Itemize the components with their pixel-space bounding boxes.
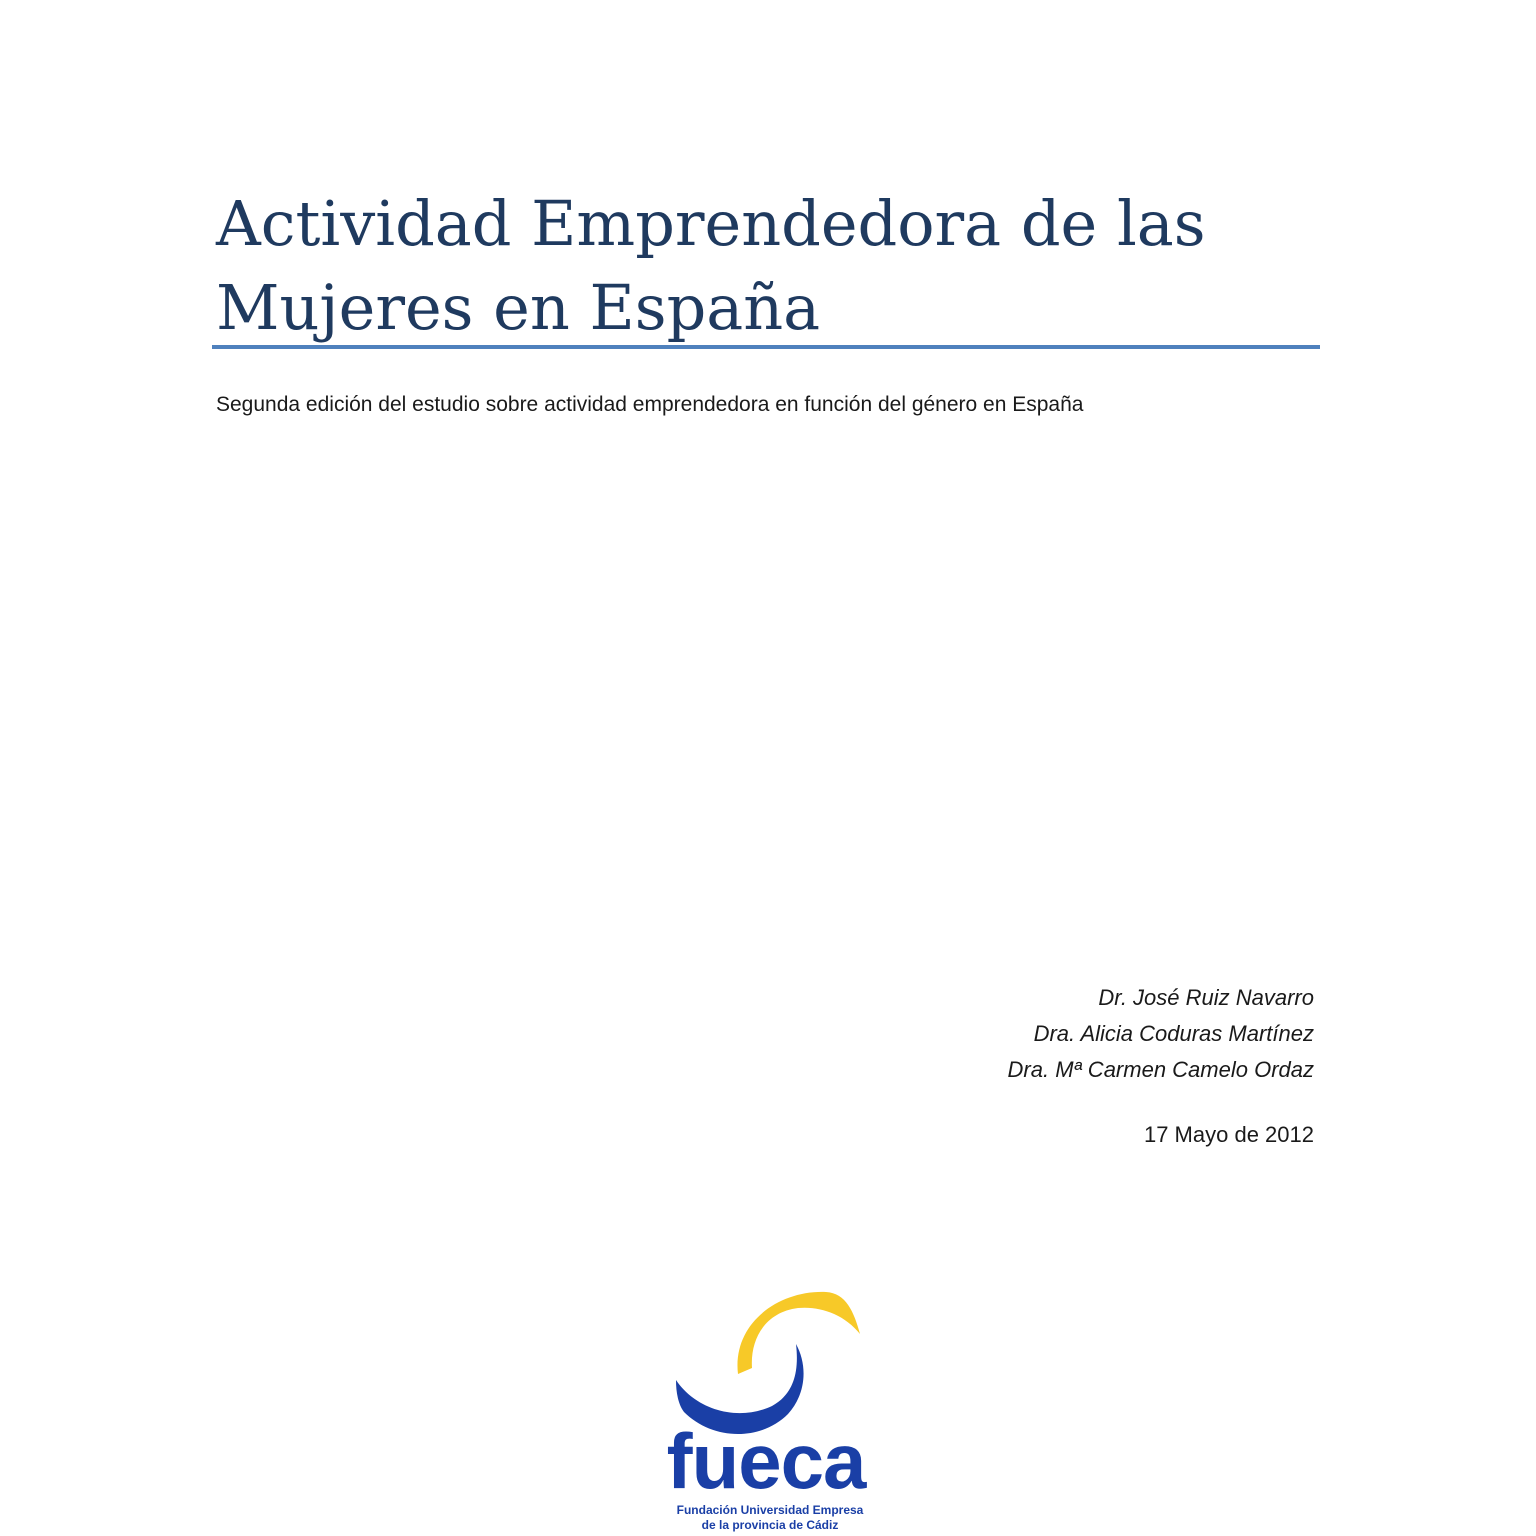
fueca-logo bbox=[640, 1282, 900, 1536]
title-line-1: Actividad Emprendedora de las bbox=[216, 187, 1206, 260]
author-3: Dra. Mª Carmen Camelo Ordaz bbox=[1007, 1057, 1314, 1082]
document-subtitle: Segunda edición del estudio sobre actividad emprendedora en función del género en España bbox=[216, 393, 1084, 416]
author-1: Dr. José Ruiz Navarro bbox=[1098, 985, 1314, 1010]
logo-tagline-line-1: Fundación Universidad Empresa bbox=[676, 1503, 864, 1517]
logo-wordmark: fueca bbox=[666, 1417, 866, 1505]
fueca-logo-graphic bbox=[640, 1282, 900, 1536]
title-underline-rule bbox=[212, 345, 1320, 349]
document-title bbox=[216, 182, 1320, 350]
author-2: Dra. Alicia Coduras Martínez bbox=[1033, 1021, 1314, 1046]
publication-date: 17 Mayo de 2012 bbox=[1143, 1122, 1314, 1147]
author-list bbox=[1008, 980, 1314, 1088]
title-line-2: Mujeres en España bbox=[216, 271, 821, 344]
logo-tagline-line-2: de la provincia de Cádiz bbox=[701, 1518, 839, 1532]
